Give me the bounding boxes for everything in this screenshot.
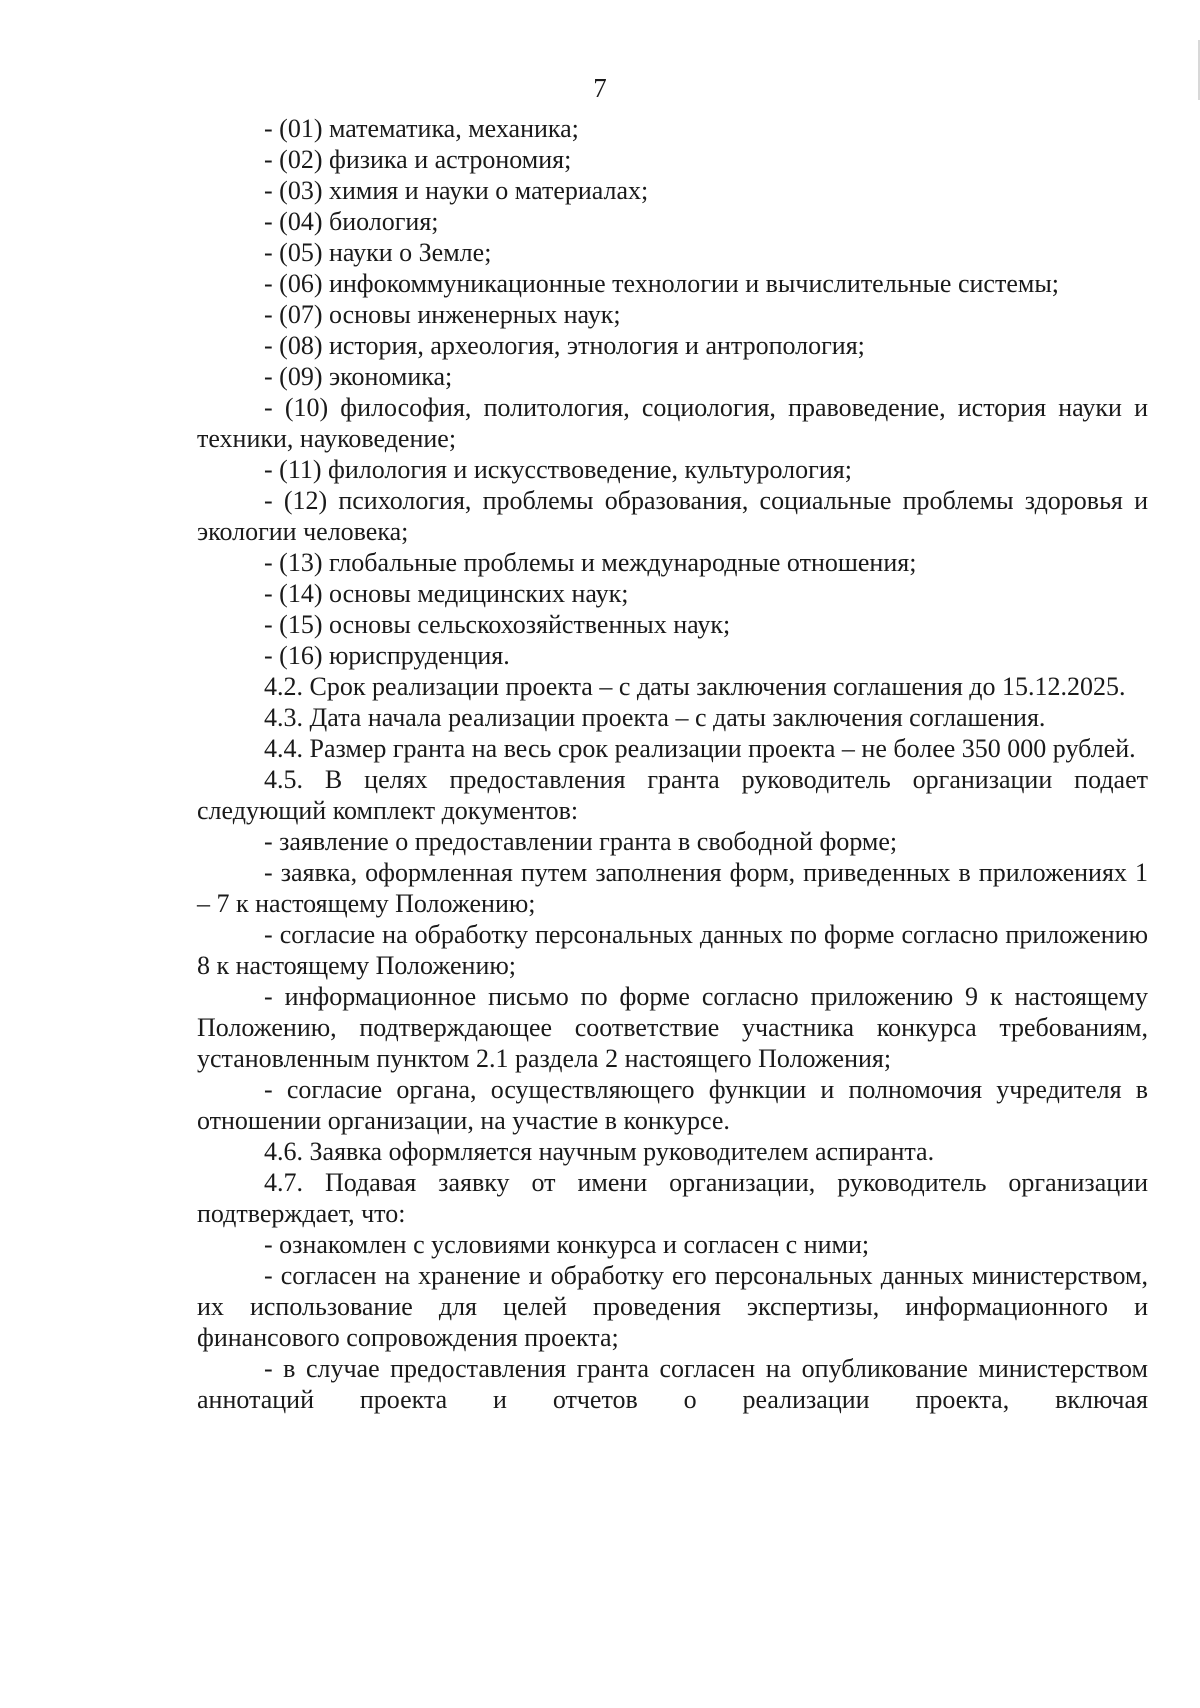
document-item-info-letter: - информационное письмо по форме согласно приложению 9 к настоящему Положению, подтверждающее соответствие участника конкурса требованиям, установленным пунктом 2.1 раздела 2 настоящего Положения; [197, 982, 1148, 1073]
document-item-application: - заявление о предоставлении гранта в свободной форме; [264, 827, 898, 856]
list-item-16: - (16) юриспруденция. [264, 641, 510, 670]
list-item-07: - (07) основы инженерных наук; [264, 300, 621, 329]
document-body [197, 113, 1148, 1415]
list-item-03: - (03) химия и науки о материалах; [264, 176, 649, 205]
list-item-05: - (05) науки о Земле; [264, 238, 492, 267]
list-item-08: - (08) история, археология, этнология и антропология; [264, 331, 865, 360]
clause-4-2: 4.2. Срок реализации проекта – с даты заключения соглашения до 15.12.2025. [264, 672, 1126, 701]
confirm-item-publication: - в случае предоставления гранта согласен на опубликование министерством аннотаций проекта и отчетов о реализации проекта, включая [197, 1354, 1148, 1414]
document-item-forms: - заявка, оформленная путем заполнения форм, приведенных в приложениях 1 – 7 к настоящему Положению; [197, 858, 1148, 918]
clause-4-6: 4.6. Заявка оформляется научным руководителем аспиранта. [264, 1137, 935, 1166]
list-item-06: - (06) инфокоммуникационные технологии и вычислительные системы; [264, 269, 1060, 298]
list-item-11: - (11) филология и искусствоведение, культурология; [264, 455, 852, 484]
list-item-13: - (13) глобальные проблемы и международные отношения; [264, 548, 917, 577]
list-item-10: - (10) философия, политология, социология, правоведение, история науки и техники, науковедение; [197, 393, 1148, 453]
confirm-item-personal-data: - согласен на хранение и обработку его персональных данных министерством, их использование для целей проведения экспертизы, информационного и финансового сопровождения проекта; [197, 1261, 1148, 1352]
document-item-consent: - согласие на обработку персональных данных по форме согласно приложению 8 к настоящему Положению; [197, 920, 1148, 980]
list-item-12: - (12) психология, проблемы образования, социальные проблемы здоровья и экологии человека; [197, 486, 1148, 546]
list-item-14: - (14) основы медицинских наук; [264, 579, 629, 608]
confirm-item-conditions: - ознакомлен с условиями конкурса и согласен с ними; [264, 1230, 870, 1259]
list-item-02: - (02) физика и астрономия; [264, 145, 572, 174]
page-number: 7 [593, 73, 607, 103]
list-item-04: - (04) биология; [264, 207, 439, 236]
list-item-09: - (09) экономика; [264, 362, 453, 391]
document-item-founder-consent: - согласие органа, осуществляющего функции и полномочия учредителя в отношении организации, на участие в конкурсе. [197, 1075, 1148, 1135]
list-item-15: - (15) основы сельскохозяйственных наук; [264, 610, 731, 639]
list-item-01: - (01) математика, механика; [264, 114, 579, 143]
clause-4-5: 4.5. В целях предоставления гранта руководитель организации подает следующий комплект документов: [197, 765, 1148, 825]
clause-4-7: 4.7. Подавая заявку от имени организации, руководитель организации подтверждает, что: [197, 1168, 1148, 1228]
clause-4-3: 4.3. Дата начала реализации проекта – с даты заключения соглашения. [264, 703, 1046, 732]
clause-4-4: 4.4. Размер гранта на весь срок реализации проекта – не более 350 000 рублей. [264, 734, 1136, 763]
